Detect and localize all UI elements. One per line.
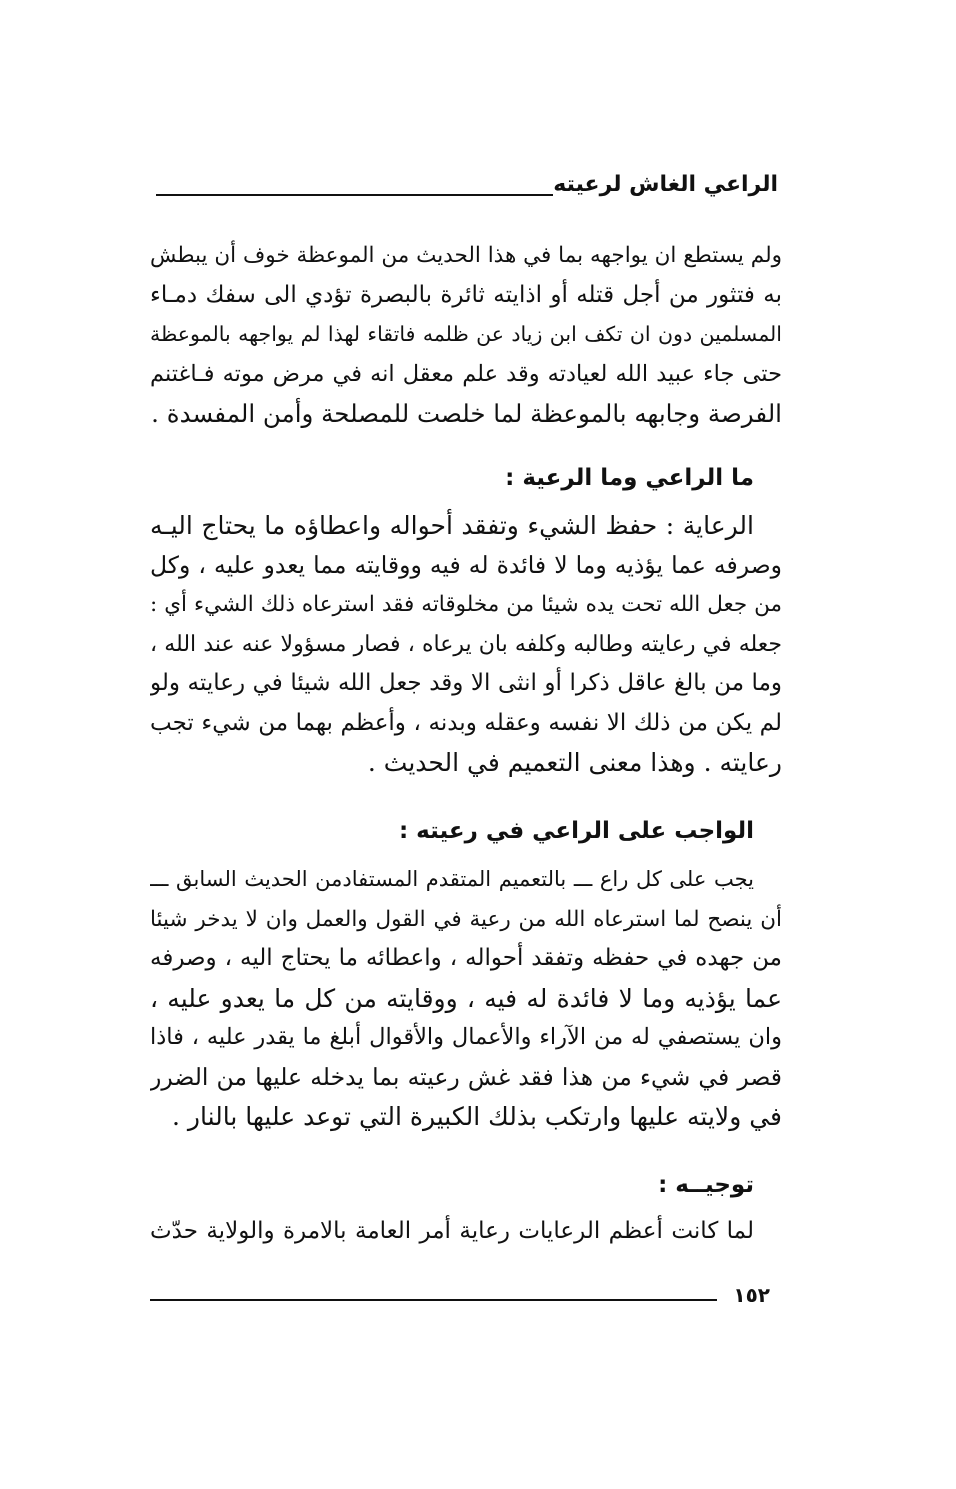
text-line: رعايته . وهذا معنى التعميم في الحديث . [367, 748, 782, 777]
text-line: جعله في رعايته وطالبه وكلفه بان يرعاه ، فصار مسؤولا عنه عند الله ، [150, 631, 782, 657]
section-heading-tawjih: توجيــه : [658, 1172, 754, 1198]
paragraph-1 [150, 236, 782, 434]
footer-rule [150, 1299, 717, 1301]
running-header [150, 170, 778, 200]
text-line: ولم يستطع ان يواجهه بما في هذا الحديث من الموعظة خوف أن يبطش [150, 243, 782, 268]
text-line: الرعاية : حفظ الشيء وتفقد أحواله واعطاؤه ما يحتاج اليـه [150, 511, 754, 540]
text-line: أن ينصح لما استرعاه الله من رعية في القول والعمل وان لا يدخر شيئا [150, 906, 782, 932]
text-line: المسلمين دون ان تكف ابن زياد عن ظلمه فاتقاء لهذا لم يواجهه بالموعظة [150, 322, 782, 346]
paragraph-2 [150, 506, 782, 783]
text-line: لم يكن من ذلك الا نفسه وعقله وبدنه ، وأعظم بهما من شيء تجب [150, 709, 782, 736]
header-rule [156, 194, 553, 196]
section-heading-raai-raiya: ما الراعي وما الرعية : [505, 465, 754, 491]
paragraph-4 [150, 1212, 782, 1252]
paragraph-3 [150, 860, 782, 1137]
text-line: وما من بالغ عاقل ذكرا أو انثى الا وقد جعل الله شيئا في رعايته ولو [150, 670, 782, 696]
page-number: ١٥٢ [733, 1283, 770, 1307]
text-line: من جهده في حفظه وتفقد أحواله ، واعطائه ما يحتاج اليه ، وصرفه [150, 945, 782, 971]
text-line: عما يؤذيه وما لا فائدة له فيه ، ووقايته من كل ما يعدو عليه ، [150, 983, 782, 1013]
text-line: من جعل الله تحت يده شيئا من مخلوقاته فقد استرعاه ذلك الشيء أي : [150, 592, 782, 617]
section-heading-wajib: الواجب على الراعي في رعيته : [398, 818, 754, 844]
running-header-title: الراعي الغاش لرعيته [553, 172, 778, 197]
text-line: وصرفه عما يؤذيه وما لا فائدة له فيه ووقايته مما يعدو عليه ، وكل [150, 550, 782, 579]
text-line: قصر في شيء من هذا فقد غش رعيته بما يدخله عليها من الضرر [150, 1062, 782, 1091]
text-line: لما كانت أعظم الرعايات رعاية أمر العامة بالامرة والولاية حدّث [150, 1218, 754, 1244]
text-line: به فتثور من أجل قتله أو اذايته ثائرة بالبصرة تؤدي الى سفك دمـاء [150, 281, 782, 308]
text-line: يجب على كل راع ـــ بالتعميم المتقدم المستفادمن الحديث السابق ـــ [150, 867, 754, 891]
text-line: وان يستصفي له من الآراء والأعمال والأقوال أبلغ ما يقدر عليه ، فاذا [150, 1024, 782, 1050]
text-line: الفرصة وجابهه بالموعظة لما خلصت للمصلحة وأمن المفسدة . [151, 399, 782, 428]
page-footer [150, 1283, 782, 1307]
text-line: في ولايته عليها وارتكب بذلك الكبيرة التي توعد عليها بالنار . [172, 1102, 782, 1131]
text-line: حتى جاء عبيد الله لعيادته وقد علم معقل انه في مرض موته فـاغتنم [150, 360, 782, 387]
